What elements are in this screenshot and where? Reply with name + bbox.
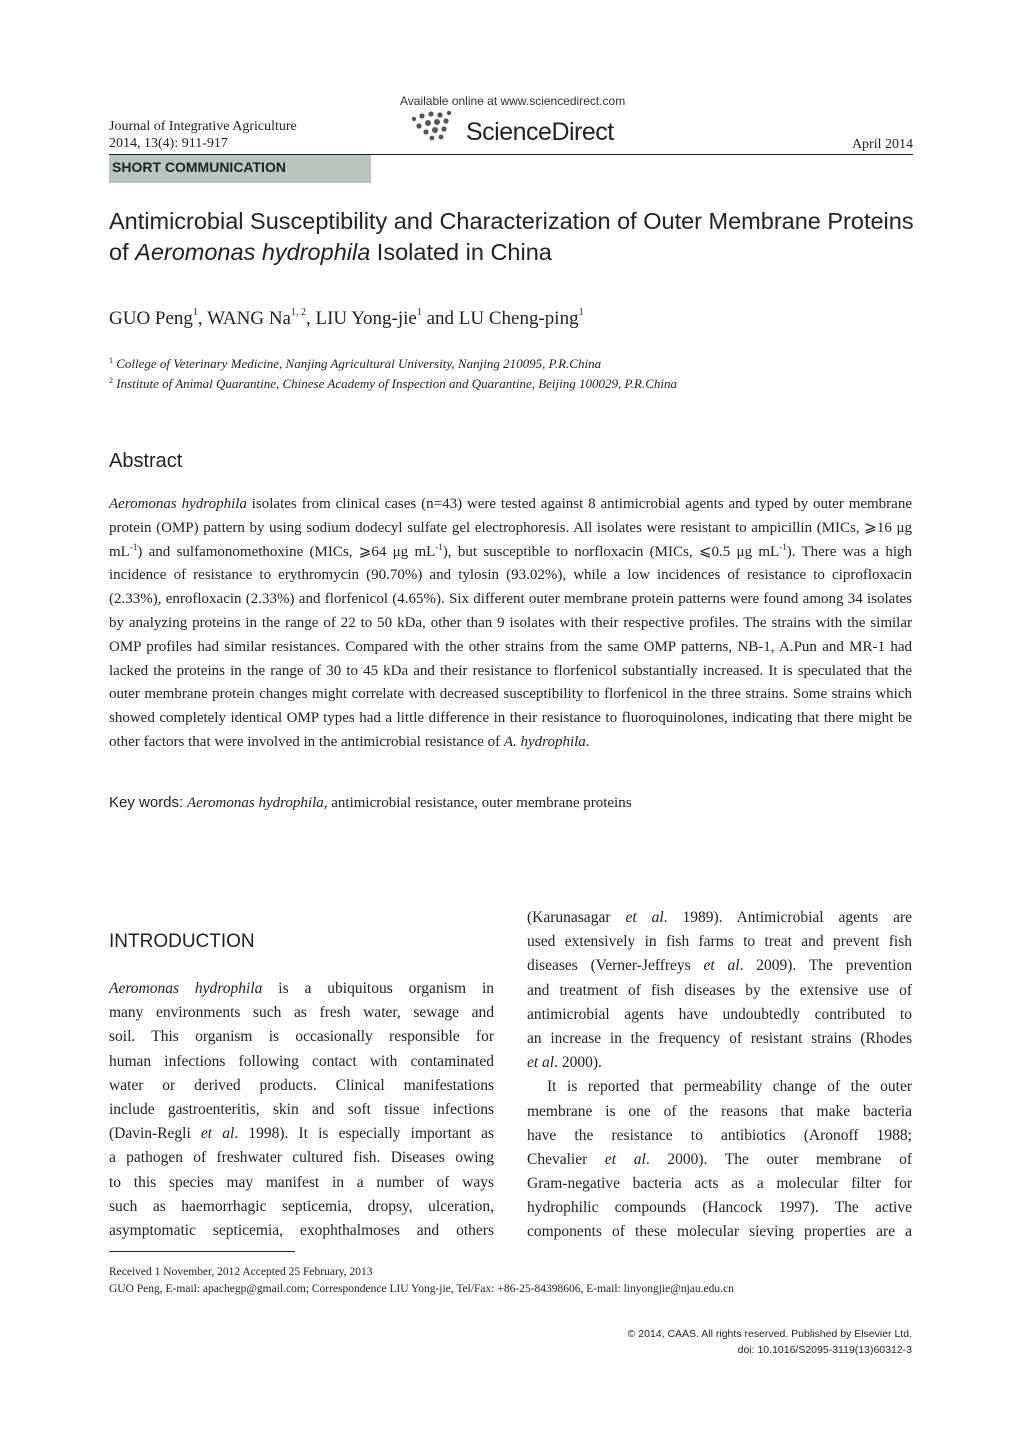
affiliation-mark: 1 xyxy=(109,356,113,365)
abstract-text: ). There was a high incidence of resistance to erythromycin (90.70%) and tylosin (93.02%), while a low incidences of resistance to ciprofloxacin (2.33%), enrofloxacin (2.33%) and florfenicol (4.65%). Six different outer membrane protein patterns were found among 34 isolates by analyzing proteins in the range of 22 to 50 kDa, other than 9 isolates with their respective profiles. The strains with the similar OMP profiles had similar resistances. Compared with the other strains from the same OMP patterns, NB-1, A.Pun and MR-1 had lacked the proteins in the range of 30 to 45 kDa and their resistance to florfenicol substantially increased. It is speculated that the outer membrane protein changes might correlate with decreased susceptibility to florfenicol in the three strains. Some strains which showed completely identical OMP types had a little difference in their resistance to fluoroquinolones, indicating that there might be other factors that were involved in the antimicrobial resistance of xyxy=(109,543,913,750)
text-fragment: . 1989). Antimicrobial agents are xyxy=(663,909,912,926)
author-name: LIU Yong-jie xyxy=(315,308,417,329)
author-affiliation-mark: 1 xyxy=(192,307,198,318)
abstract-text: ) and sulfamonomethoxine (MICs, ⩾64 μg mL xyxy=(137,543,436,560)
author-name: GUO Peng xyxy=(109,308,193,329)
title-species: Aeromonas hydrophila xyxy=(135,239,371,265)
author-affiliation-mark: 1 xyxy=(416,307,422,318)
citation-et-al: et al xyxy=(200,1125,235,1143)
text-fragment: diseases (Verner-Jeffreys xyxy=(527,957,704,975)
affiliation-1 xyxy=(109,356,601,372)
doi-line[interactable]: doi: 10.1016/S2095-3119(13)60312-3 xyxy=(737,1344,912,1356)
text-fragment: (Karunasagar xyxy=(527,909,626,926)
journal-citation: 2014, 13(4): 911-917 xyxy=(109,136,228,151)
text-fragment: . 2009). The prevention xyxy=(739,957,913,975)
introduction-right-column xyxy=(527,906,912,1245)
affiliation-mark: 2 xyxy=(109,376,113,385)
unit-exponent: -1 xyxy=(779,541,787,552)
footnote-rule xyxy=(109,1251,295,1252)
abstract-species-short: A. hydrophila xyxy=(503,733,586,750)
text-line xyxy=(527,1051,912,1075)
footnote-received: Received 1 November, 2012 Accepted 25 February, 2013 xyxy=(109,1266,373,1278)
issue-date: April 2014 xyxy=(851,137,913,152)
text-line: a pathogen of freshwater cultured fish. Diseases owing xyxy=(109,1149,494,1167)
text-line: water or derived products. Clinical manifestations xyxy=(109,1076,494,1094)
text-line: include gastroenteritis, skin and soft tissue infections xyxy=(109,1100,494,1118)
affiliation-text: College of Veterinary Medicine, Nanjing Agricultural University, Nanjing 210095, P.R.China xyxy=(116,356,602,371)
sciencedirect-wordmark: ScienceDirect xyxy=(466,118,614,146)
keywords-species: Aeromonas hydrophila xyxy=(186,795,324,811)
available-online-text: Available online at www.sciencedirect.com xyxy=(400,94,626,108)
affiliation-text: Institute of Animal Quarantine, Chinese Academy of Inspection and Quarantine, Beijing 100029, P.R.China xyxy=(116,376,678,391)
introduction-left-column xyxy=(109,977,494,1243)
title-part2: Isolated in China xyxy=(370,239,552,265)
abstract-text: isolates from clinical cases (n=43) were tested against 8 antimicrobial agents and typed by outer membrane protein (OMP) pattern by using sodium dodecyl sulfate gel electrophoresis. All isolates were resistant to ampicillin (MICs, ⩾16 μg mL xyxy=(109,496,912,560)
text-line: and treatment of fish diseases by the extensive use of xyxy=(527,981,912,999)
text-fragment: (Davin-Regli xyxy=(109,1125,201,1143)
text-line xyxy=(527,906,912,930)
text-line xyxy=(109,1122,494,1146)
author-list xyxy=(109,307,584,330)
section-tag: SHORT COMMUNICATION xyxy=(109,155,371,183)
unit-exponent: -1 xyxy=(129,541,138,552)
author-separator: , xyxy=(197,308,208,329)
abstract-species: Aeromonas hydrophila xyxy=(109,496,247,512)
text-line: antimicrobial agents have undoubtedly contributed to xyxy=(527,1005,912,1023)
text-line xyxy=(527,1148,912,1172)
citation-et-al: et al xyxy=(527,1054,555,1072)
text-fragment: Chevalier xyxy=(527,1150,605,1168)
text-line: human infections following contact with contaminated xyxy=(109,1052,494,1070)
abstract-body xyxy=(109,493,912,755)
citation-et-al: et al xyxy=(625,909,664,926)
citation-et-al: et al xyxy=(703,957,740,975)
journal-name: Journal of Integrative Agriculture xyxy=(109,119,297,134)
citation-et-al: et al xyxy=(604,1150,646,1168)
text-line xyxy=(527,954,912,978)
keywords-rest: , antimicrobial resistance, outer membrane proteins xyxy=(323,795,632,811)
text-line: such as haemorrhagic septicemia, dropsy, ulceration, xyxy=(109,1197,494,1215)
text-line: used extensively in fish farms to treat and prevent fish xyxy=(527,933,912,951)
author-name: WANG Na xyxy=(207,308,291,329)
article-title xyxy=(109,206,919,268)
text-line: many environments such as fresh water, sewage and xyxy=(109,1004,494,1022)
author-name: LU Cheng-ping xyxy=(458,308,579,329)
text-fragment: . 2000). The outer membrane of xyxy=(645,1150,912,1168)
keywords-label: Key words: xyxy=(109,794,184,811)
keywords xyxy=(109,794,632,812)
author-separator: and xyxy=(421,308,459,329)
sciencedirect-logo[interactable] xyxy=(410,110,640,150)
abstract-text: ), but susceptible to norfloxacin (MICs, ⩽0.5 μg mL xyxy=(442,543,780,560)
text-fragment: . 1998). It is especially important as xyxy=(234,1125,494,1143)
species-name: Aeromonas hydrophila xyxy=(109,980,263,997)
text-line: membrane is one of the reasons that make bacteria xyxy=(527,1102,912,1120)
text-fragment: . 2000). xyxy=(554,1054,602,1072)
unit-exponent: -1 xyxy=(435,541,443,552)
title-part1: Antimicrobial Susceptibility and Characterization of Outer Membrane Proteins of xyxy=(109,208,914,265)
author-separator: , xyxy=(306,308,316,329)
affiliation-2 xyxy=(109,376,677,392)
sciencedirect-dots-icon xyxy=(410,110,466,146)
text-line: have the resistance to antibiotics (Aronoff 1988; xyxy=(527,1126,912,1144)
copyright-line: © 2014, CAAS. All rights reserved. Published by Elsevier Ltd. xyxy=(627,1328,912,1340)
text-line: It is reported that permeability change of the outer xyxy=(547,1078,912,1096)
text-line: soil. This organism is occasionally responsible for xyxy=(109,1028,494,1046)
introduction-heading: INTRODUCTION xyxy=(109,931,255,952)
text-line: asymptomatic septicemia, exophthalmoses and others xyxy=(109,1221,494,1239)
journal-info xyxy=(109,118,297,152)
abstract-heading: Abstract xyxy=(109,450,183,472)
abstract-text: . xyxy=(585,733,590,750)
text-fragment: is a ubiquitous organism in xyxy=(262,980,495,997)
text-line: hydrophilic compounds (Hancock 1997). The active xyxy=(527,1199,912,1217)
author-affiliation-mark: 1 xyxy=(578,307,584,318)
footnote-correspondence: GUO Peng, E-mail: apachegp@gmail.com; Correspondence LIU Yong-jie, Tel/Fax: +86-25-84398606, E-mail: linyongjie@njau.edu.cn xyxy=(109,1283,734,1295)
text-line: Gram-negative bacteria acts as a molecular filter for xyxy=(527,1175,912,1193)
author-affiliation-mark: 1, 2 xyxy=(291,307,306,318)
text-line: components of these molecular sieving properties are a xyxy=(527,1223,912,1241)
text-line: an increase in the frequency of resistant strains (Rhodes xyxy=(527,1029,912,1047)
text-line: to this species may manifest in a number of ways xyxy=(109,1173,494,1191)
text-line xyxy=(109,977,494,1001)
